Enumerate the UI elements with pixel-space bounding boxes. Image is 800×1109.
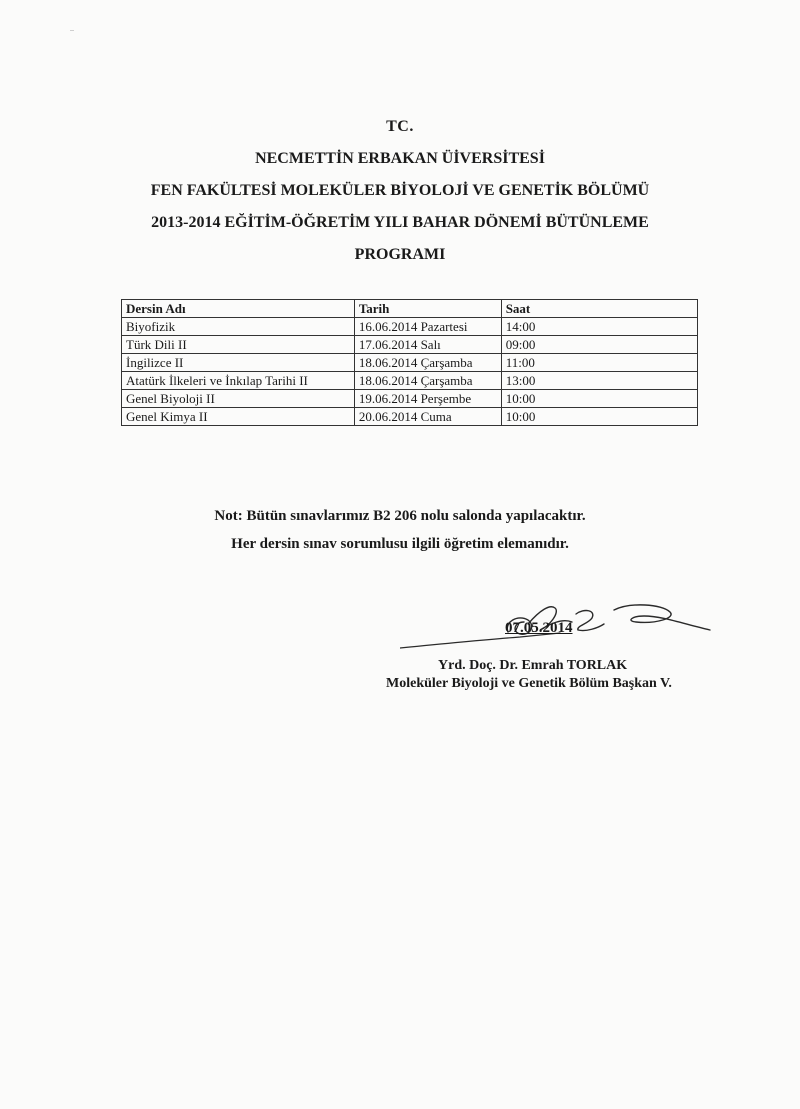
exam-schedule-table — [121, 299, 698, 426]
time-cell: 09:00 — [501, 336, 697, 354]
table-row — [122, 318, 698, 336]
course-name-cell: İngilizce II — [122, 354, 355, 372]
time-cell: 10:00 — [501, 408, 697, 426]
scan-speck — [70, 30, 74, 31]
note-exam-location: Not: Bütün sınavlarımız B2 206 nolu salonda yapılacaktır. — [214, 508, 586, 524]
time-cell: 11:00 — [501, 354, 697, 372]
signer-title: Moleküler Biyoloji ve Genetik Bölüm Başkan V. — [386, 676, 672, 691]
document-header — [0, 111, 800, 271]
header-line-university: NECMETTİN ERBAKAN ÜİVERSİTESİ — [255, 150, 545, 167]
date-cell: 17.06.2014 Salı — [354, 336, 501, 354]
header-line-faculty: FEN FAKÜLTESİ MOLEKÜLER BİYOLOJİ VE GENETİK BÖLÜMÜ — [150, 182, 650, 199]
time-cell: 10:00 — [501, 390, 697, 408]
table-row — [122, 372, 698, 390]
course-name-cell: Atatürk İlkeleri ve İnkılap Tarihi II — [122, 372, 355, 390]
column-header-course: Dersin Adı — [122, 300, 355, 318]
header-line-term: 2013-2014 EĞİTİM-ÖĞRETİM YILI BAHAR DÖNEMİ BÜTÜNLEME — [151, 214, 649, 231]
header-line-program: PROGRAMI — [354, 246, 446, 263]
table-row — [122, 408, 698, 426]
table-header-row — [122, 300, 698, 318]
course-name-cell: Genel Kimya II — [122, 408, 355, 426]
table-row — [122, 390, 698, 408]
header-line-tc: TC. — [386, 118, 414, 135]
column-header-time: Saat — [501, 300, 697, 318]
time-cell: 14:00 — [501, 318, 697, 336]
date-cell: 19.06.2014 Perşembe — [354, 390, 501, 408]
date-cell: 16.06.2014 Pazartesi — [354, 318, 501, 336]
date-cell: 18.06.2014 Çarşamba — [354, 354, 501, 372]
course-name-cell: Genel Biyoloji II — [122, 390, 355, 408]
table-row — [122, 336, 698, 354]
course-name-cell: Biyofizik — [122, 318, 355, 336]
time-cell: 13:00 — [501, 372, 697, 390]
course-name-cell: Türk Dili II — [122, 336, 355, 354]
note-exam-supervisor: Her dersin sınav sorumlusu ilgili öğretim elemanıdır. — [231, 536, 569, 552]
signature-date: 07.05.2014 — [505, 620, 573, 636]
date-cell: 20.06.2014 Cuma — [354, 408, 501, 426]
signer-name: Yrd. Doç. Dr. Emrah TORLAK — [438, 658, 628, 673]
date-cell: 18.06.2014 Çarşamba — [354, 372, 501, 390]
column-header-date: Tarih — [354, 300, 501, 318]
table-row — [122, 354, 698, 372]
